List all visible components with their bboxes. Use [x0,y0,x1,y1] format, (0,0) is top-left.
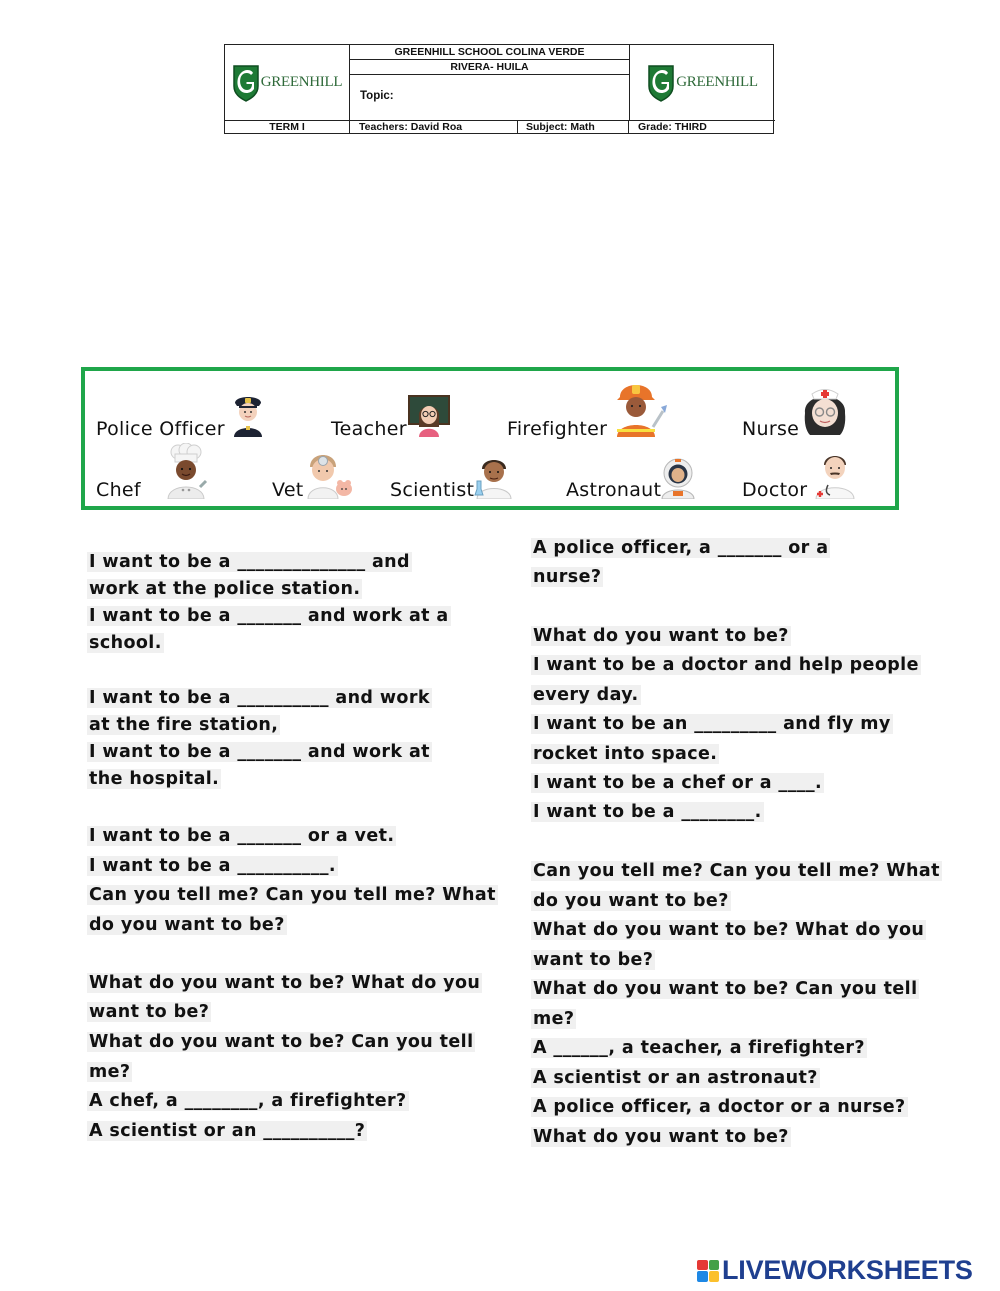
school-logo-right [647,64,757,102]
lyric-line: A ______, a teacher, a firefighter? [533,1038,865,1058]
lyric-line: I want to be a _______ and work at [89,742,430,762]
doctor-icon [812,451,858,499]
police-officer-icon [231,391,265,437]
word-astronaut: Astronaut [566,479,662,501]
lyric-line: What do you want to be? Can you tell [89,1032,474,1052]
lyric-line: I want to be an _________ and fly my [533,714,891,734]
school-logo-left [232,64,342,102]
chef-icon [162,443,210,499]
scientist-icon [473,455,515,499]
subject-cell: Subject: Math [518,120,629,134]
lyric-line: I want to be a chef or a ____. [533,773,823,793]
lyric-line: A scientist or an astronaut? [533,1068,818,1088]
topic-field [350,75,629,120]
word-bank [81,367,899,510]
word-police-officer: Police Officer [96,418,225,440]
shield-icon [647,64,675,102]
lyric-line: What do you want to be? [533,626,789,646]
lyric-line: nurse? [533,567,602,587]
lyric-line: I want to be a __________ and work [89,688,430,708]
logo-right-cell [629,45,775,120]
school-location: RIVERA- HUILA [350,60,629,75]
lyric-line: Can you tell me? Can you tell me? What [533,861,940,881]
school-header-table [224,44,774,134]
lyric-line: A scientist or an __________? [89,1121,366,1141]
lyric-line: A police officer, a doctor or a nurse? [533,1097,906,1117]
lyric-line: do you want to be? [533,891,729,911]
vet-icon [304,449,354,499]
school-name: GREENHILL SCHOOL COLINA VERDE [350,45,629,60]
lyric-line: What do you want to be? Can you tell [533,979,918,999]
lyric-line: What do you want to be? What do you [533,920,925,940]
astronaut-icon [658,457,698,499]
nurse-icon [800,383,850,437]
word-chef: Chef [96,479,141,501]
lyric-line: A police officer, a _______ or a [533,538,829,558]
logo-text: GREENHILL [676,74,758,90]
lyric-line: school. [89,633,162,653]
lyric-line: What do you want to be? [533,1127,789,1147]
teacher-icon [407,393,451,437]
word-firefighter: Firefighter [507,418,608,440]
term-cell: TERM I [225,120,350,134]
word-teacher: Teacher [331,418,407,440]
word-nurse: Nurse [742,418,800,440]
grade-cell: Grade: THIRD [629,120,775,134]
logo-text: GREENHILL [260,74,343,90]
lyric-line: the hospital. [89,769,220,789]
firefighter-icon [611,377,671,437]
lyric-line: Can you tell me? Can you tell me? What [89,885,496,905]
lyric-line: at the fire station, [89,715,279,735]
brand-name: LIVEWORKSHEETS [722,1255,973,1285]
shield-icon [232,64,260,102]
lyric-line: me? [89,1062,131,1082]
lyric-line: do you want to be? [89,915,285,935]
liveworksheets-logo [697,1255,973,1286]
lyric-line: I want to be a __________. [89,856,336,876]
lyric-line: A chef, a ________, a firefighter? [89,1091,407,1111]
word-doctor: Doctor [742,479,808,501]
lyric-line: want to be? [533,950,654,970]
lyric-line: every day. [533,685,639,705]
lyric-line: I want to be a _______ and work at a [89,606,449,626]
word-scientist: Scientist [390,479,475,501]
brand-badge-icon [697,1260,719,1282]
lyric-line: me? [533,1009,575,1029]
lyric-line: want to be? [89,1002,210,1022]
teachers-cell: Teachers: David Roa [350,120,518,134]
topic-label: Topic: [360,90,394,102]
lyric-line: I want to be a ______________ and [89,552,410,572]
logo-left-cell [225,45,350,120]
lyric-line: What do you want to be? What do you [89,973,481,993]
word-vet: Vet [272,479,304,501]
lyric-line: I want to be a doctor and help people [533,655,919,675]
lyric-line: I want to be a ________. [533,802,762,822]
lyric-line: I want to be a _______ or a vet. [89,826,395,846]
lyric-line: work at the police station. [89,579,361,599]
lyric-line: rocket into space. [533,744,718,764]
